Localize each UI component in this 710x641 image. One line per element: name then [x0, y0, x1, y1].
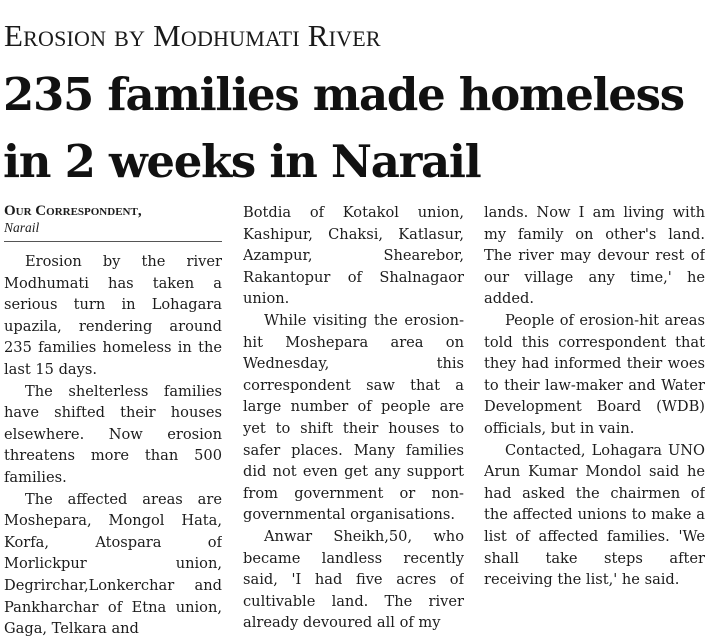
article-kicker: Erosion by Modhumati River	[4, 18, 381, 53]
paragraph-6: People of erosion-hit areas told this correspondent that they had informed their woes to their law-maker and Water Development Board (WDB) officials, but in vain.	[484, 311, 705, 437]
paragraph-5-start: Anwar Sheikh,50, who became landless recently said, 'I had five acres of cultivable land. The river already devoured all of my	[243, 527, 464, 632]
byline: Our Correspondent,	[4, 203, 142, 219]
paragraph-3-end: Botdia of Kotakol union, Kashipur, Chaksi, Katlasur, Azampur, Shearebor, Rakantopur of Shalnagaor union.	[243, 204, 464, 308]
column-1	[4, 198, 222, 637]
article-body	[0, 198, 710, 637]
column-2	[243, 202, 464, 641]
paragraph-7: Contacted, Lohagara UNO Arun Kumar Mondol said he had asked the chairmen of the affected unions to make a list of affected families. 'We shall take steps after receiving the list,' he said.	[484, 441, 705, 589]
article-headline: 235 families made homeless in 2 weeks in Narail	[3, 68, 684, 188]
paragraph-4: While visiting the erosion-hit Moshepara area on Wednesday, this correspondent saw that a large number of people are yet to shift their houses to safer places. Many families did not even get any support from government or non-governmental organisations.	[243, 311, 464, 524]
paragraph-5-end: lands. Now I am living with my family on other's land. The river may devour rest of our village any time,' he added.	[484, 204, 705, 308]
column-3	[484, 202, 705, 641]
paragraph-1: Erosion by the river Modhumati has taken a serious turn in Lohagara upazila, rendering around 235 families homeless in the last 15 days.	[4, 253, 222, 378]
dateline: Narail	[4, 220, 40, 235]
byline-rule	[4, 241, 222, 242]
paragraph-3-start: The affected areas are Moshepara, Mongol Hata, Korfa, Atospara of Morlickpur union, Degrirchar,Lonkerchar and Pankharchar of Etna union, Gaga, Telkara and	[4, 490, 222, 637]
paragraph-2: The shelterless families have shifted their houses elsewhere. Now erosion threatens more than 500 families.	[4, 382, 222, 486]
